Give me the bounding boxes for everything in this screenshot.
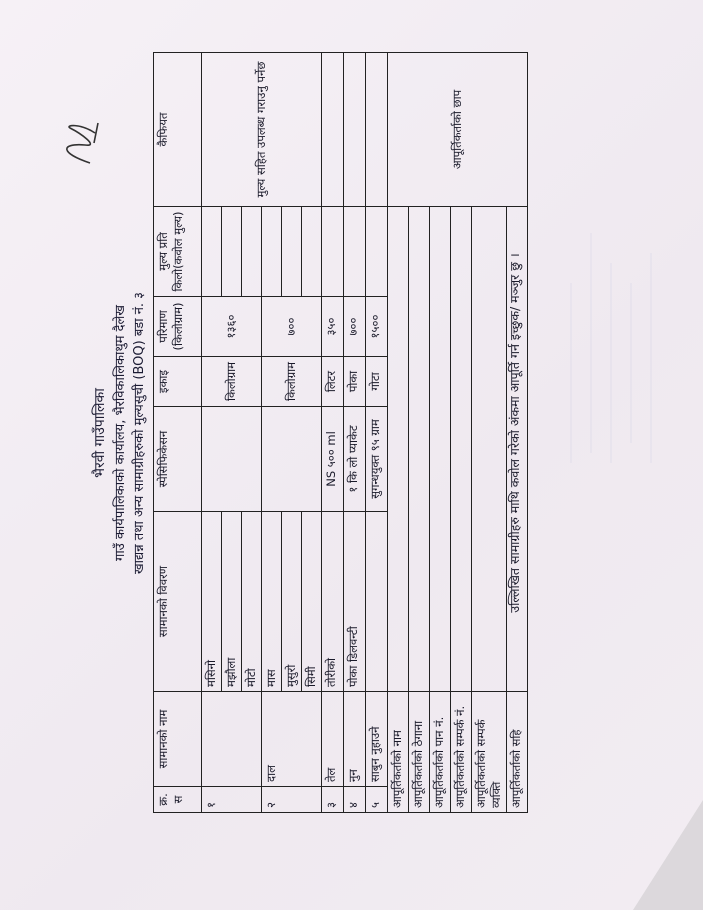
- dal-spec: [262, 407, 322, 512]
- dal-price-simi[interactable]: [302, 207, 322, 297]
- soap-detail: [366, 512, 388, 692]
- oil-detail: तोरीको: [322, 512, 344, 692]
- rice-detail-coarse: मोटो: [242, 512, 262, 692]
- soap-name: साबुन नुहाउने: [366, 692, 388, 787]
- dal-name: दाल: [262, 692, 322, 787]
- supplier-name-label: आपूर्तिकर्ताको नाम: [388, 692, 409, 813]
- supplier-contact-no-label: आपूर्तिकर्ताको सम्पर्क नं.: [451, 692, 472, 813]
- rice-spec: [202, 407, 262, 512]
- oil-name: तेल: [322, 692, 344, 787]
- table-row: [388, 53, 409, 813]
- municipality-title: भैरवी गाउँपालिका: [92, 388, 108, 478]
- oil-price[interactable]: [322, 207, 344, 297]
- soap-sn: ५: [366, 787, 388, 813]
- rice-price-fine[interactable]: [202, 207, 222, 297]
- dal-detail-simi: सिमी: [302, 512, 322, 692]
- salt-unit: पोका: [344, 357, 366, 407]
- rice-unit: किलोग्राम: [202, 357, 262, 407]
- rice-name: [202, 692, 262, 787]
- page-corner-fold: [633, 800, 703, 910]
- rice-price-medium[interactable]: [222, 207, 242, 297]
- rice-detail-fine: मसिनो: [202, 512, 222, 692]
- dal-detail-musuro: मुसुरो: [282, 512, 302, 692]
- dal-unit: किलोग्राम: [262, 357, 322, 407]
- column-header-sn: क्र. स: [154, 787, 202, 813]
- column-header-price: मुल्य प्रति किलो(कवोल मुल्य): [154, 207, 202, 297]
- declaration-footer: उल्लिखित सामाग्रीहरु माथि कवोल गरेको अंकमा आपूर्ति गर्न इच्छुक/ मञ्जुर छु ।: [507, 253, 522, 613]
- supplier-signature-label: आपूर्तिकर्ताको सहि: [507, 692, 528, 813]
- supplier-stamp-label: आपूर्तिकर्ताको छाप: [388, 53, 528, 207]
- dal-price-musuro[interactable]: [282, 207, 302, 297]
- dal-price-mas[interactable]: [262, 207, 282, 297]
- table-row: [344, 53, 366, 813]
- dal-sn: २: [262, 787, 322, 813]
- supplier-pan-label: आपूर्तिकर्ताको पान नं.: [430, 692, 451, 813]
- dal-detail-mas: मास: [262, 512, 282, 692]
- table-row: [366, 53, 388, 813]
- oil-spec: NS ५०० ml: [322, 407, 344, 512]
- supplier-name-field[interactable]: [388, 207, 409, 692]
- handwritten-signature: [50, 113, 110, 173]
- supplier-address-label: आपूर्तिकर्ताको ठेगाना: [409, 692, 430, 813]
- table-row: [202, 53, 222, 813]
- salt-remark: [344, 53, 366, 207]
- column-header-remarks: कैफियत: [154, 53, 202, 207]
- oil-unit: लिटर: [322, 357, 344, 407]
- salt-spec: १ कि लो प्याकेट: [344, 407, 366, 512]
- column-header-qty: परिमाण (किलोग्राम): [154, 297, 202, 357]
- rice-sn: १: [202, 787, 262, 813]
- column-header-detail: सामानको विवरण: [154, 512, 202, 692]
- rice-detail-medium: मझौला: [222, 512, 242, 692]
- table-row: [322, 53, 344, 813]
- document-subtitle: खाद्यन्न तथा अन्य सामाग्रीहरुको मुल्यसुची (BOQ) बडा नं. ३: [132, 292, 147, 574]
- salt-sn: ४: [344, 787, 366, 813]
- salt-detail: पोका डिलवन्टी: [344, 512, 366, 692]
- supplier-address-field[interactable]: [409, 207, 430, 692]
- dal-qty: ७००: [262, 297, 322, 357]
- column-header-unit: इकाइ: [154, 357, 202, 407]
- oil-sn: ३: [322, 787, 344, 813]
- soap-spec: सुगन्धयुक्त ९५ ग्राम: [366, 407, 388, 512]
- supplier-contact-person-label: आपूर्तिकर्ताको सम्पर्क व्यक्ति: [472, 692, 507, 813]
- supplier-pan-field[interactable]: [430, 207, 451, 692]
- supplier-contact-no-field[interactable]: [451, 207, 472, 692]
- oil-remark: [322, 53, 344, 207]
- oil-qty: ३५०: [322, 297, 344, 357]
- boq-table: [153, 52, 528, 813]
- faded-bleed-through: [560, 223, 703, 463]
- soap-qty: १५००: [366, 297, 388, 357]
- office-name: गाउँ कार्यपालिकाको कार्यालय, भैरविकालिकाथुम दैलेख: [113, 305, 128, 561]
- supplier-contact-person-field[interactable]: [472, 207, 507, 692]
- table-header-row: [154, 53, 202, 813]
- soap-price[interactable]: [366, 207, 388, 297]
- column-header-spec: स्पेसिफिकेसन: [154, 407, 202, 512]
- column-header-name: सामानको नाम: [154, 692, 202, 787]
- salt-price[interactable]: [344, 207, 366, 297]
- salt-qty: ७००: [344, 297, 366, 357]
- salt-name: नुन: [344, 692, 366, 787]
- soap-unit: गोटा: [366, 357, 388, 407]
- soap-remark: [366, 53, 388, 207]
- rice-price-coarse[interactable]: [242, 207, 262, 297]
- remarks-note: मुल्य सहित उपलब्ध गराउनु पर्नेछ: [202, 53, 322, 207]
- boq-document: [90, 53, 526, 813]
- rice-qty: १३६०: [202, 297, 262, 357]
